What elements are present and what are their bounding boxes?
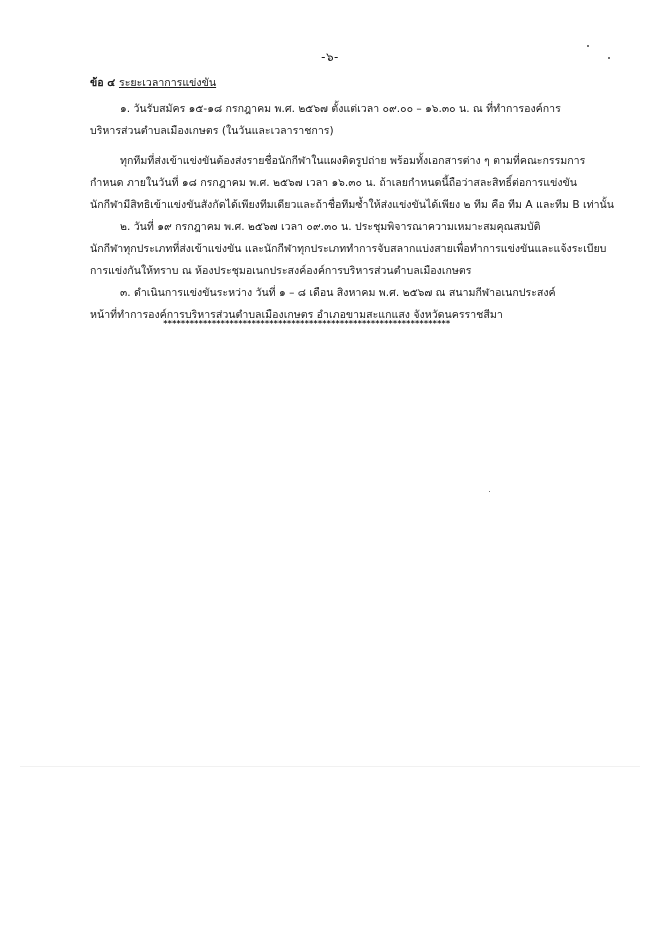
- paragraph-line: ๓. ดำเนินการแข่งขันระหว่าง วันที่ ๑ – ๘ เดือน สิงหาคม พ.ศ. ๒๕๖๗ ณ สนามกีฬาอเนกประสงค์: [120, 287, 556, 299]
- paragraph-team-submission: [90, 150, 620, 216]
- paragraph-line: กำหนด ภายในวันที่ ๑๘ กรกฎาคม พ.ศ. ๒๕๖๗ เวลา ๑๖.๓๐ น. ถ้าเลยกำหนดนี้ถือว่าสละสิทธิ์ต่อการแข่งขัน: [90, 177, 577, 189]
- separator-line: *****************************************************************: [163, 319, 451, 328]
- paragraph-line: นักกีฬามีสิทธิเข้าแข่งขันสังกัดได้เพียงทีมเดียวและถ้าชื่อทีมซ้ำให้ส่งแข่งขันได้เพียง ๒ ทีม คือ ทีม A และทีม B เท่านั้น: [90, 199, 615, 211]
- section-heading: [90, 72, 620, 94]
- document-body: [90, 72, 620, 326]
- section-number: ข้อ ๔: [90, 77, 116, 89]
- paragraph-line: บริหารส่วนตำบลเมืองเกษตร (ในวันและเวลาราชการ): [90, 125, 334, 137]
- paragraph-line: การแข่งกันให้ทราบ ณ ห้องประชุมอเนกประสงค์องค์การบริหารส่วนตำบลเมืองเกษตร: [90, 265, 472, 277]
- paragraph-line: นักกีฬาทุกประเภทที่ส่งเข้าแข่งขัน และนักกีฬาทุกประเภททำการจับสลากแบ่งสายเพื่อทำการแข่งขันและแจ้งระเบียบ: [90, 243, 607, 255]
- paragraph-line: ๒. วันที่ ๑๙ กรกฎาคม พ.ศ. ๒๕๖๗ เวลา ๐๙.๓๐ น. ประชุมพิจารณาความเหมาะสมคุณสมบัติ: [120, 221, 541, 233]
- paragraph-line: ๑. วันรับสมัคร ๑๕-๑๘ กรกฎาคม พ.ศ. ๒๕๖๗ ตั้งแต่เวลา ๐๙.๐๐ – ๑๖.๓๐ น. ณ ที่ทำการองค์การ: [120, 103, 561, 115]
- scan-speck: [587, 45, 589, 47]
- paragraph-meeting: [90, 216, 620, 282]
- paragraph-line: หน้าที่ทำการองค์การบริหารส่วนตำบลเมืองเกษตร อำเภอขามสะแกแสง จังหวัดนครราชสีมา: [90, 309, 503, 321]
- section-title: ระยะเวลาการแข่งขัน: [119, 77, 217, 89]
- paragraph-line: ทุกทีมที่ส่งเข้าแข่งขันต้องส่งรายชื่อนักกีฬาในแผงติดรูปถ่าย พร้อมทั้งเอกสารต่าง ๆ ตามที่คณะกรรมการ: [120, 155, 586, 167]
- paragraph-registration: [90, 98, 620, 142]
- page-number: -๖-: [321, 50, 339, 64]
- scan-speck: [489, 491, 490, 492]
- scan-edge-line: [20, 766, 640, 767]
